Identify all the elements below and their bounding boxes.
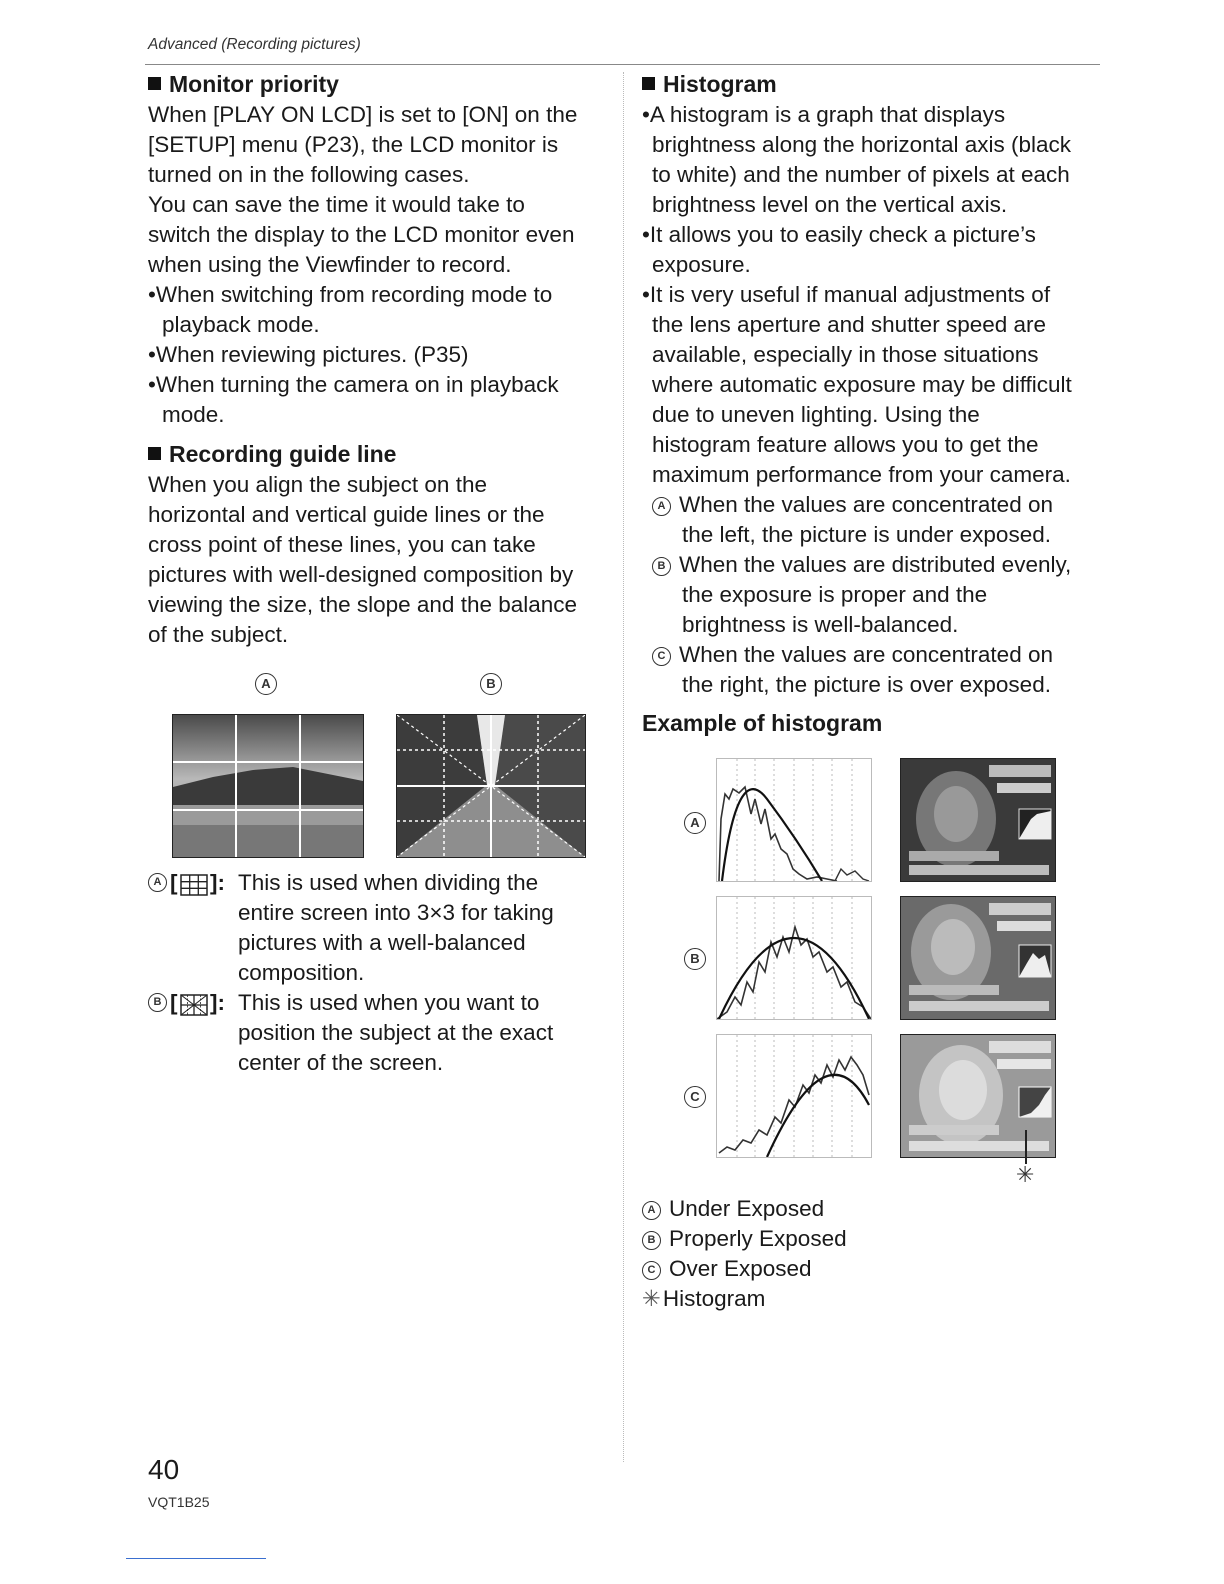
- text-line: This is used when dividing the: [238, 870, 539, 895]
- guide-entry-a: [148, 868, 618, 988]
- text-line: center of the screen.: [238, 1050, 444, 1075]
- case-a: A When the values are concentrated on: [642, 490, 1102, 520]
- bullet-continuation: histogram feature allows you to get the: [652, 432, 1039, 457]
- text-line: viewing the size, the slope and the balance: [148, 592, 578, 617]
- bullet-continuation: to white) and the number of pixels at each: [652, 162, 1070, 187]
- bracket-open: [: [170, 870, 178, 895]
- example-heading: Example of histogram: [642, 710, 883, 736]
- histogram-proper: [716, 896, 872, 1020]
- text-line: When [PLAY ON LCD] is set to [ON] on the: [148, 102, 578, 127]
- histogram-under: [716, 758, 872, 882]
- bullet-continuation: mode.: [162, 402, 225, 427]
- bracket-close: ]:: [210, 990, 225, 1015]
- histogram-section: [642, 70, 1102, 700]
- pointer-line: [1025, 1130, 1027, 1164]
- bullet-item: •A histogram is a graph that displays: [642, 102, 1006, 127]
- case-b: B When the values are distributed evenly,: [642, 550, 1102, 580]
- guide-line-heading: Recording guide line: [148, 440, 608, 468]
- photo-proper: [900, 896, 1056, 1020]
- bullet-item: •It allows you to easily check a picture’s: [642, 222, 1036, 247]
- text-line: turned on in the following cases.: [148, 162, 470, 187]
- guide-entry-b: [148, 988, 618, 1078]
- square-bullet-icon: [148, 447, 161, 460]
- running-title: Advanced (Recording pictures): [148, 36, 361, 53]
- entry-a-mark: A: [148, 873, 167, 892]
- case-c: C When the values are concentrated on: [642, 640, 1102, 670]
- legend-item: A Under Exposed: [642, 1194, 847, 1224]
- guide-3x3-image: [172, 714, 364, 858]
- bracket-close: ]:: [210, 870, 225, 895]
- text-line: horizontal and vertical guide lines or the: [148, 502, 545, 527]
- photo-under: [900, 758, 1056, 882]
- guide-line-section: [148, 440, 608, 650]
- text-line: pictures with a well-balanced: [238, 930, 526, 955]
- histogram-over: [716, 1034, 872, 1158]
- bullet-continuation: available, especially in those situations: [652, 342, 1039, 367]
- asterisk-marker: ✳: [1016, 1162, 1035, 1187]
- monitor-priority-section: [148, 70, 608, 430]
- document-code: VQT1B25: [148, 1494, 210, 1510]
- bullet-continuation: brightness along the horizontal axis (black: [652, 132, 1071, 157]
- bullet-continuation: maximum performance from your camera.: [652, 462, 1071, 487]
- row-b-mark: B: [684, 948, 706, 970]
- text-line: When you align the subject on the: [148, 472, 487, 497]
- row-c-mark: C: [684, 1086, 706, 1108]
- grid-diagonal-icon: [180, 994, 208, 1016]
- bullet-item: •When turning the camera on in playback: [148, 372, 559, 397]
- case-continuation: brightness is well-balanced.: [682, 612, 959, 637]
- guide-diagonal-image: [396, 714, 586, 858]
- square-bullet-icon: [642, 77, 655, 90]
- square-bullet-icon: [148, 77, 161, 90]
- text-line: pictures with well-designed composition by: [148, 562, 574, 587]
- bullet-item: •When switching from recording mode to: [148, 282, 553, 307]
- bullet-continuation: the lens aperture and shutter speed are: [652, 312, 1047, 337]
- legend-item: C Over Exposed: [642, 1254, 847, 1284]
- text-line: switch the display to the LCD monitor even: [148, 222, 575, 247]
- label-a-mark: A: [255, 673, 277, 695]
- photo-over: [900, 1034, 1056, 1158]
- text-line: of the subject.: [148, 622, 289, 647]
- text-line: composition.: [238, 960, 365, 985]
- bullet-continuation: due to uneven lighting. Using the: [652, 402, 980, 427]
- page-number: 40: [148, 1454, 180, 1485]
- text-line: This is used when you want to: [238, 990, 540, 1015]
- text-line: when using the Viewfinder to record.: [148, 252, 512, 277]
- bullet-continuation: brightness level on the vertical axis.: [652, 192, 1008, 217]
- case-continuation: the right, the picture is over exposed.: [682, 672, 1051, 697]
- legend-item: ✳Histogram: [642, 1286, 766, 1311]
- bracket-open: [: [170, 990, 178, 1015]
- row-a-mark: A: [684, 812, 706, 834]
- footer-rule: [126, 1558, 266, 1559]
- legend: [642, 1194, 847, 1314]
- column-divider: [623, 72, 624, 1462]
- header-rule: [145, 64, 1100, 65]
- grid-3x3-icon: [180, 874, 208, 896]
- case-continuation: the left, the picture is under exposed.: [682, 522, 1051, 547]
- text-line: [SETUP] menu (P23), the LCD monitor is: [148, 132, 559, 157]
- monitor-priority-heading: Monitor priority: [148, 70, 608, 98]
- bullet-continuation: where automatic exposure may be difficult: [652, 372, 1072, 397]
- text-line: position the subject at the exact: [238, 1020, 554, 1045]
- histogram-heading: Histogram: [642, 70, 1102, 98]
- bullet-continuation: playback mode.: [162, 312, 320, 337]
- label-b-mark: B: [480, 673, 502, 695]
- bullet-item: •It is very useful if manual adjustments of: [642, 282, 1051, 307]
- text-line: cross point of these lines, you can take: [148, 532, 536, 557]
- bullet-item: •When reviewing pictures. (P35): [148, 342, 469, 367]
- text-line: You can save the time it would take to: [148, 192, 525, 217]
- bullet-continuation: exposure.: [652, 252, 751, 277]
- case-continuation: the exposure is proper and the: [682, 582, 988, 607]
- entry-b-mark: B: [148, 993, 167, 1012]
- text-line: entire screen into 3×3 for taking: [238, 900, 554, 925]
- legend-item: B Properly Exposed: [642, 1224, 847, 1254]
